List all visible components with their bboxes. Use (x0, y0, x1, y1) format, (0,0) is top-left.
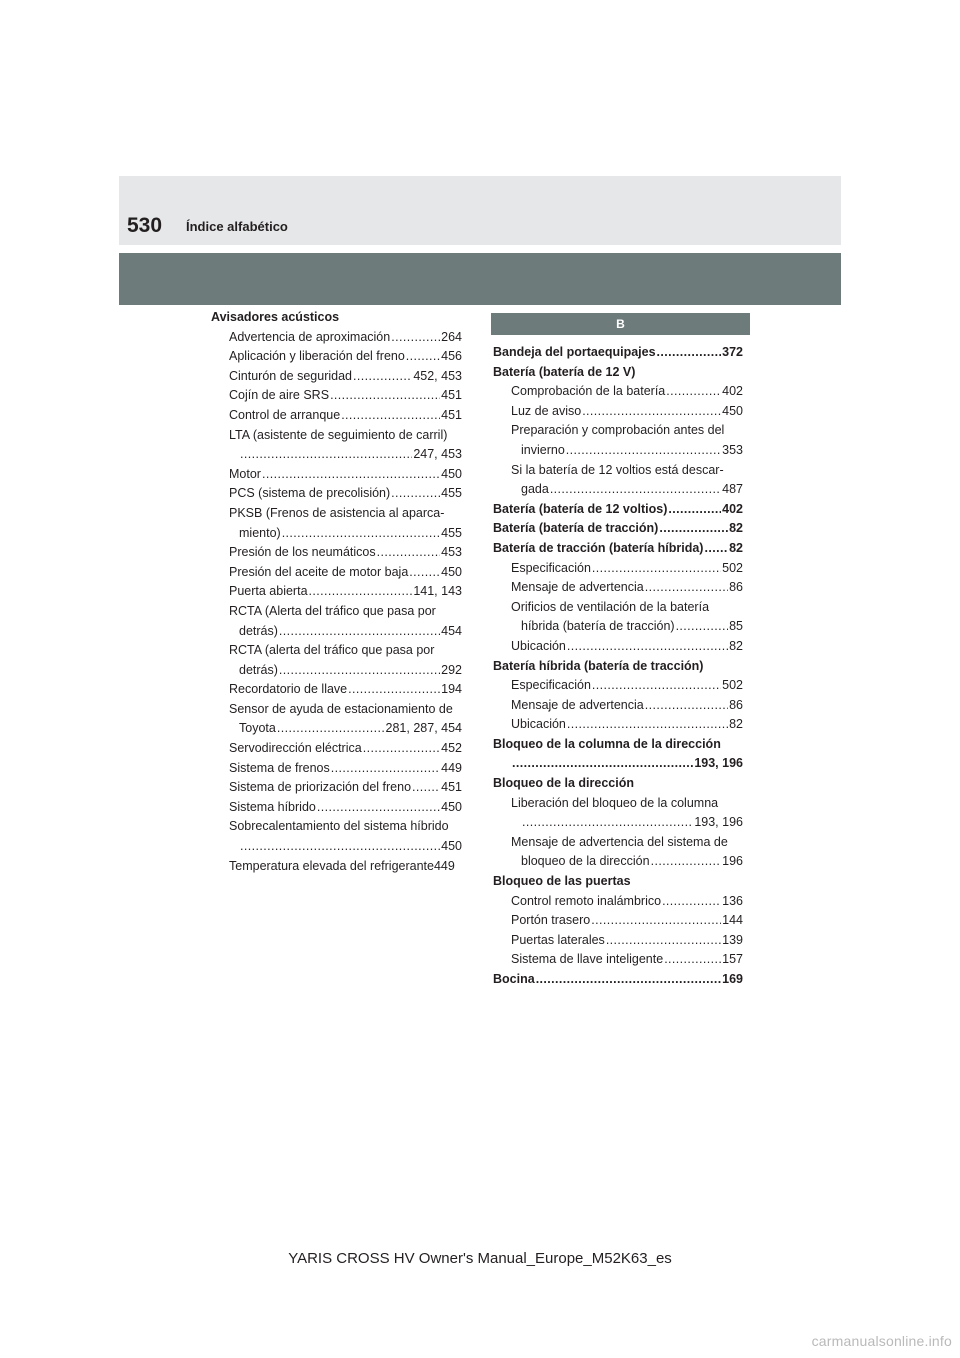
index-entry (493, 833, 743, 853)
index-entry (493, 774, 743, 794)
dot-leader (348, 680, 440, 700)
page-reference: 86 (729, 580, 743, 595)
index-entry (211, 778, 462, 798)
page-reference: 450 (441, 799, 462, 814)
index-entry (211, 798, 462, 818)
page-number: 530 (127, 214, 163, 237)
entry-text: Control de arranque (229, 407, 341, 422)
index-entry (493, 461, 743, 481)
entry-text: Batería (batería de 12 V) (493, 364, 636, 379)
dot-leader (409, 563, 440, 583)
page-reference: 82 (729, 521, 743, 536)
index-entry (493, 676, 743, 696)
entry-text: Control remoto inalámbrico (511, 893, 662, 908)
index-entry (211, 739, 462, 759)
index-entry (493, 892, 743, 912)
page-reference: 455 (441, 525, 462, 540)
index-entry (493, 402, 743, 422)
watermark: carmanualsonline.info (811, 1333, 952, 1349)
entry-text: detrás) (239, 623, 278, 638)
dot-leader (592, 676, 721, 696)
index-entry (211, 465, 462, 485)
index-entry (493, 617, 743, 637)
entry-text: Comprobación de la batería (511, 384, 666, 399)
index-entry (211, 837, 462, 857)
page-reference: 451 (441, 780, 462, 795)
page-reference: 452, 453 (413, 368, 462, 383)
dot-leader (666, 382, 721, 402)
dot-leader (567, 715, 728, 735)
entry-text: detrás) (239, 662, 278, 677)
dot-leader (279, 661, 440, 681)
entry-text: Sensor de ayuda de estacionamiento de (229, 701, 453, 716)
page-reference: 194 (441, 682, 462, 697)
entry-text: Portón trasero (511, 913, 591, 928)
index-entry (493, 500, 743, 520)
index-entry (211, 661, 462, 681)
page-reference: 402 (722, 384, 743, 399)
dot-leader (657, 343, 722, 363)
dot-leader (363, 739, 440, 759)
index-entry (493, 696, 743, 716)
index-entry (211, 700, 462, 720)
index-entry (493, 911, 743, 931)
dot-leader (676, 617, 729, 637)
page-reference: 281, 287, 454 (385, 721, 462, 736)
entry-text: LTA (asistente de seguimiento de carril) (229, 427, 448, 442)
page-reference: 502 (722, 678, 743, 693)
page-reference: 157 (722, 952, 743, 967)
entry-text: Batería (batería de tracción) (493, 521, 659, 536)
index-entry (493, 852, 743, 872)
index-entry (493, 872, 743, 892)
entry-text: Sobrecalentamiento del sistema híbrido (229, 819, 449, 834)
dot-leader (309, 582, 413, 602)
dot-leader (651, 852, 722, 872)
index-entry (493, 735, 743, 755)
index-entry (493, 441, 743, 461)
dot-leader (240, 837, 440, 857)
index-entry (211, 759, 462, 779)
dot-leader (566, 441, 721, 461)
dot-leader (664, 950, 721, 970)
entry-text: Avisadores acústicos (211, 310, 340, 324)
entry-text: gada (521, 482, 549, 497)
dot-leader (659, 519, 728, 539)
dot-leader (704, 539, 728, 559)
entry-text: Motor (229, 466, 261, 481)
entry-text: miento) (239, 525, 281, 540)
entry-text: Puerta abierta (229, 584, 308, 599)
page-reference: 449 (441, 760, 462, 775)
entry-text: Sistema de frenos (229, 760, 330, 775)
entry-text: Bloqueo de la columna de la dirección (493, 736, 721, 751)
page-reference: 453 (441, 545, 462, 560)
index-entry (493, 598, 743, 618)
index-entry (493, 657, 743, 677)
entry-text: Si la batería de 12 voltios está descar- (511, 462, 724, 477)
index-entry (211, 308, 462, 328)
dot-leader (567, 637, 728, 657)
dot-leader (317, 798, 440, 818)
entry-text: híbrida (batería de tracción) (521, 619, 675, 634)
page-reference: 353 (722, 442, 743, 457)
index-entry (493, 931, 743, 951)
dot-leader (591, 911, 721, 931)
footer-manual-title: YARIS CROSS HV Owner's Manual_Europe_M52K63_es (288, 1250, 672, 1267)
entry-text: Liberación del bloqueo de la columna (511, 795, 719, 810)
index-entry (493, 578, 743, 598)
index-entry (211, 857, 462, 877)
page-reference: 169 (722, 972, 743, 986)
entry-text: Cinturón de seguridad (229, 368, 352, 383)
letter-heading-b: B (491, 313, 750, 335)
entry-text: Sistema híbrido (229, 799, 316, 814)
entry-text: Recordatorio de llave (229, 682, 348, 697)
entry-text: Orificios de ventilación de la batería (511, 599, 710, 614)
entry-text: Presión de los neumáticos (229, 545, 376, 560)
page-reference: 449 (433, 858, 455, 873)
index-entry (211, 386, 462, 406)
index-entry (211, 582, 462, 602)
dot-leader (645, 578, 728, 598)
index-entry (211, 817, 462, 837)
index-entry (493, 970, 743, 990)
entry-text: RCTA (alerta del tráfico que pasa por (229, 643, 435, 658)
entry-text: Especificación (511, 560, 591, 575)
dot-leader (262, 465, 440, 485)
dot-leader (645, 696, 728, 716)
dot-leader (391, 484, 440, 504)
page-reference: 193, 196 (694, 756, 743, 771)
index-column-right (493, 343, 743, 990)
dot-leader (662, 892, 721, 912)
index-entry (211, 622, 462, 642)
dot-leader (606, 931, 721, 951)
page-reference: 456 (441, 349, 462, 364)
index-entry (493, 559, 743, 579)
index-entry (211, 524, 462, 544)
entry-text: Preparación y comprobación antes del (511, 423, 725, 438)
index-entry (493, 715, 743, 735)
page-reference: 86 (729, 697, 743, 712)
entry-text: Toyota (239, 721, 276, 736)
entry-text: PCS (sistema de precolisión) (229, 486, 391, 501)
entry-text: Advertencia de aproximación (229, 329, 391, 344)
entry-text: Bandeja del portaequipajes (493, 345, 656, 359)
entry-text: Mensaje de advertencia (511, 580, 644, 595)
index-entry (211, 563, 462, 583)
entry-text: Ubicación (511, 717, 566, 732)
entry-text: Bloqueo de las puertas (493, 874, 631, 889)
index-entry (211, 328, 462, 348)
entry-text: Bocina (493, 972, 535, 986)
entry-text: RCTA (Alerta del tráfico que pasa por (229, 603, 436, 618)
index-column-left (211, 308, 462, 876)
page-reference: 372 (722, 345, 743, 359)
dot-leader (668, 500, 721, 520)
page-reference: 82 (729, 540, 743, 555)
index-entry (493, 813, 743, 833)
entry-text: Batería de tracción (batería híbrida) (493, 540, 704, 555)
section-title: Índice alfabético (186, 219, 288, 234)
entry-text: invierno (521, 442, 565, 457)
entry-text: Cojín de aire SRS (229, 388, 330, 403)
index-entry (493, 382, 743, 402)
page-reference: 136 (722, 893, 743, 908)
index-entry (493, 480, 743, 500)
index-entry (493, 794, 743, 814)
entry-text: Temperatura elevada del refrigerante (229, 858, 434, 873)
index-entry (493, 343, 743, 363)
index-entry (211, 347, 462, 367)
dot-leader (330, 386, 440, 406)
entry-text: Presión del aceite de motor baja (229, 564, 409, 579)
page-reference: 196 (722, 854, 743, 869)
index-entry (493, 539, 743, 559)
page-reference: 82 (729, 717, 743, 732)
page-reference: 82 (729, 638, 743, 653)
dot-leader (353, 367, 412, 387)
page-reference: 487 (722, 482, 743, 497)
dot-leader (522, 813, 693, 833)
page-reference: 451 (441, 407, 462, 422)
dot-leader (391, 328, 440, 348)
dot-leader (341, 406, 440, 426)
dot-leader (536, 970, 721, 990)
index-entry (211, 641, 462, 661)
entry-text: Luz de aviso (511, 403, 582, 418)
entry-text: Batería (batería de 12 voltios) (493, 501, 668, 516)
index-entry (211, 602, 462, 622)
entry-text: Bloqueo de la dirección (493, 776, 634, 791)
page-reference: 193, 196 (694, 815, 743, 830)
index-entry (493, 363, 743, 383)
dot-leader (512, 754, 693, 774)
entry-text: Sistema de llave inteligente (511, 952, 664, 967)
index-entry (493, 519, 743, 539)
page-reference: 141, 143 (413, 584, 462, 599)
page-reference: 451 (441, 388, 462, 403)
page-reference: 450 (441, 466, 462, 481)
entry-text: Batería híbrida (batería de tracción) (493, 658, 704, 673)
page-reference: 450 (441, 564, 462, 579)
entry-text: Sistema de priorización del freno (229, 780, 412, 795)
page-reference: 454 (441, 623, 462, 638)
page-reference: 402 (722, 501, 743, 516)
index-entry (493, 754, 743, 774)
entry-text: Ubicación (511, 638, 566, 653)
dot-leader (277, 719, 385, 739)
dot-leader (592, 559, 721, 579)
page-reference: 247, 453 (413, 447, 462, 462)
entry-text: Especificación (511, 678, 591, 693)
page-reference: 85 (729, 619, 743, 634)
index-entry (211, 719, 462, 739)
index-entry (211, 484, 462, 504)
index-entry (493, 421, 743, 441)
entry-text: Aplicación y liberación del freno (229, 349, 405, 364)
page-reference: 452 (441, 741, 462, 756)
dot-leader (550, 480, 721, 500)
entry-text: Mensaje de advertencia del sistema de (511, 834, 728, 849)
page-reference: 450 (722, 403, 743, 418)
page-reference: 502 (722, 560, 743, 575)
index-entry (493, 637, 743, 657)
dot-leader (582, 402, 721, 422)
page-reference: 144 (722, 913, 743, 928)
dot-leader (377, 543, 441, 563)
page-reference: 455 (441, 486, 462, 501)
entry-text: Mensaje de advertencia (511, 697, 644, 712)
header-band (119, 253, 841, 305)
dot-leader (406, 347, 440, 367)
index-entry (211, 406, 462, 426)
index-entry (211, 680, 462, 700)
dot-leader (331, 759, 440, 779)
index-entry (493, 950, 743, 970)
dot-leader (282, 524, 440, 544)
dot-leader (279, 622, 440, 642)
page-reference: 292 (441, 662, 462, 677)
entry-text: PKSB (Frenos de asistencia al aparca- (229, 505, 445, 520)
page-reference: 264 (441, 329, 462, 344)
dot-leader (412, 778, 440, 798)
index-entry (211, 445, 462, 465)
index-entry (211, 367, 462, 387)
entry-text: bloqueo de la dirección (521, 854, 650, 869)
page-reference: 139 (722, 932, 743, 947)
index-entry (211, 504, 462, 524)
page-reference: 450 (441, 839, 462, 854)
entry-text: Servodirección eléctrica (229, 741, 362, 756)
index-entry (211, 543, 462, 563)
entry-text: Puertas laterales (511, 932, 605, 947)
dot-leader (240, 445, 412, 465)
index-entry (211, 426, 462, 446)
